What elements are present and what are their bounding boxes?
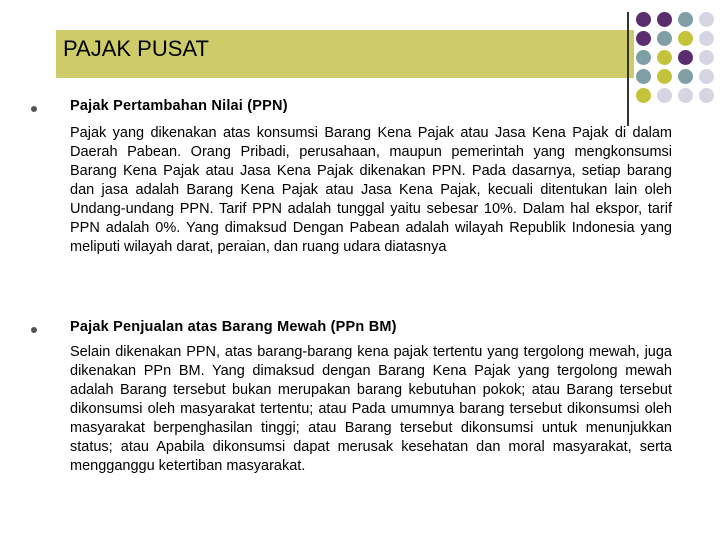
decorative-dot	[699, 31, 714, 46]
decorative-dot	[699, 88, 714, 103]
decorative-dot	[699, 12, 714, 27]
item-body: Pajak yang dikenakan atas konsumsi Barang Kena Pajak atau Jasa Kena Pajak di dalam Daerah Pabean. Orang Pribadi, perusahaan, maupun pemerintah yang mengkonsumsi Barang Kena Pajak atau Jasa Kena Pajak dikenakan PPN. Pada dasarnya, setiap barang dan jasa adalah Barang Kena Pajak atau Jasa Kena Pajak, kecuali ditentukan lain oleh Undang-undang PPN. Tarif PPN adalah tunggal yaitu sebesar 10%. Dalam hal ekspor, tarif PPN adalah 0%. Yang dimaksud Dengan Pabean adalah wilayah Republik Indonesia yang meliputi wilayah darat, peraian, dan ruang udara diatasnya	[70, 125, 672, 255]
decorative-dot	[636, 50, 651, 65]
decorative-dot	[699, 69, 714, 84]
decorative-dot	[678, 12, 693, 27]
decorative-dot	[636, 69, 651, 84]
bullet-point	[31, 327, 37, 333]
item-heading: Pajak Pertambahan Nilai (PPN)	[70, 98, 288, 114]
decorative-divider	[627, 12, 629, 126]
item-heading: Pajak Penjualan atas Barang Mewah (PPn BM)	[70, 319, 397, 335]
decorative-dot	[699, 50, 714, 65]
decorative-dot	[678, 50, 693, 65]
decorative-dot	[657, 88, 672, 103]
decorative-dot	[678, 31, 693, 46]
decorative-dot	[636, 88, 651, 103]
decorative-dot	[657, 31, 672, 46]
decorative-dot	[636, 12, 651, 27]
decorative-dot	[657, 12, 672, 27]
decorative-dot	[678, 88, 693, 103]
bullet-point	[31, 106, 37, 112]
decorative-dot	[657, 69, 672, 84]
slide-title: PAJAK PUSAT	[63, 36, 209, 61]
decorative-dot	[657, 50, 672, 65]
decorative-dot	[678, 69, 693, 84]
decorative-dot	[636, 31, 651, 46]
item-body: Selain dikenakan PPN, atas barang-barang kena pajak tertentu yang tergolong mewah, juga dikenakan PPn BM. Yang dimaksud dengan Barang Kena Pajak yang tergolong mewah adalah Barang tersebut bukan merupakan barang kebutuhan pokok; atau Barang tersebut dikonsumsi oleh masyarakat tertentu; atau Pada umumnya barang tersebut dikonsumsi oleh masyarakat berpenghasilan tinggi; atau Barang tersebut dikonsumsi untuk menunjukkan status; atau Apabila dikonsumsi dapat merusak kesehatan dan moral masyarakat, serta mengganggu ketertiban masyarakat.	[70, 344, 672, 474]
